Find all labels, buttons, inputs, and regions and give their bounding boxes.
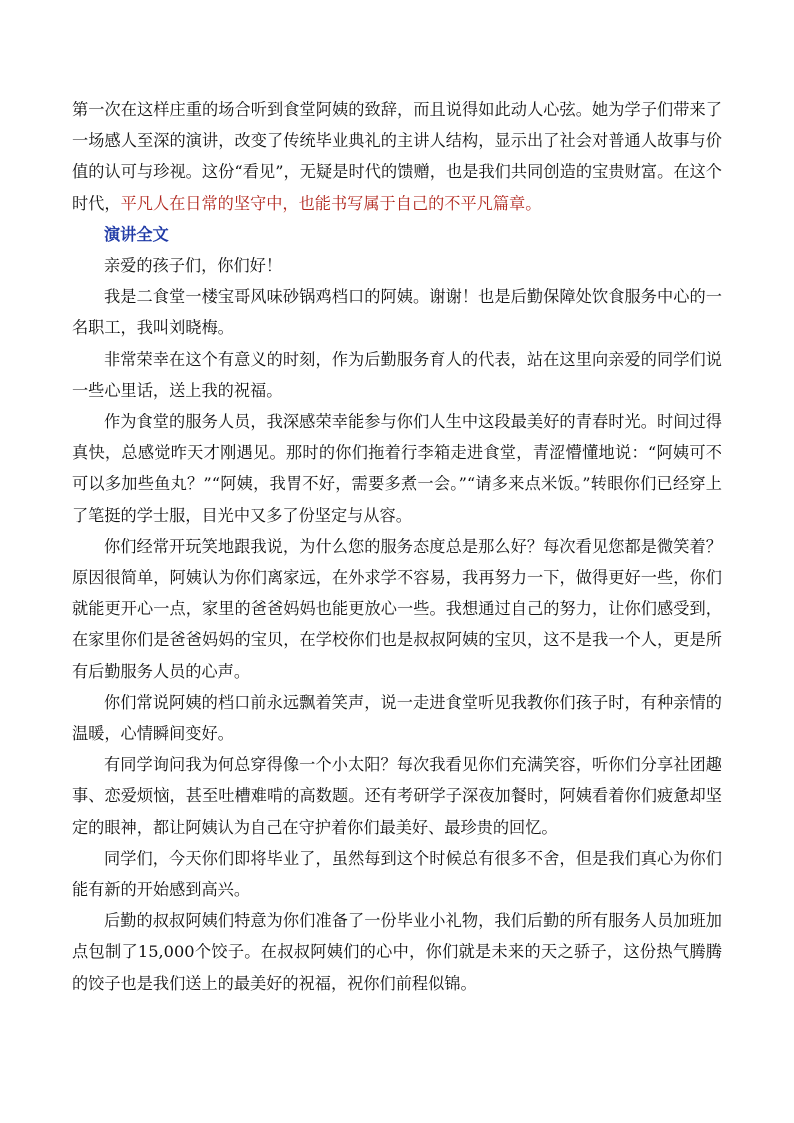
speech-paragraph-sunshine: 有同学询问我为何总穿得像一个小太阳？每次我看见你们充满笑容，听你们分享社团趣事、恋爱烦恼，甚至吐槽难啃的高数题。还有考研学子深夜加餐时，阿姨看着你们疲惫却坚定的眼神，都让阿姨认为自己在守护着你们最美好、最珍贵的回忆。 (72, 755, 722, 837)
intro-text: 第一次在这样庄重的场合听到食堂阿姨的致辞，而且说得如此动人心弦。她为学子们带来了一场感人至深的演讲，改变了传统毕业典礼的主讲人结构，显示出了社会对普通人故事与价值的认可与珍视。这份“看见”，无疑是时代的馈赠，也是我们共同创造的宝贵财富。在这个时代， (72, 100, 722, 213)
speech-paragraph-introduction: 我是二食堂一楼宝哥风味砂锅鸡档口的阿姨。谢谢！也是后勤保障处饮食服务中心的一名职工，我叫刘晓梅。 (72, 287, 722, 338)
speech-paragraph-graduation: 同学们，今天你们即将毕业了，虽然每到这个时候总有很多不舍，但是我们真心为你们能有新的开始感到高兴。 (72, 848, 722, 900)
speech-heading: 演讲全文 (104, 224, 169, 244)
speech-paragraph-honor: 非常荣幸在这个有意义的时刻，作为后勤服务育人的代表，站在这里向亲爱的同学们说一些心里话，送上我的祝福。 (72, 349, 722, 400)
intro-highlight-text: 平凡人在日常的坚守中，也能书写属于自己的不平凡篇章。 (120, 193, 542, 213)
document-page (72, 94, 722, 999)
speech-paragraph-dumplings: 后勤的叔叔阿姨们特意为你们准备了一份毕业小礼物，我们后勤的所有服务人员加班加点包制了15,000个饺子。在叔叔阿姨们的心中，你们就是未来的天之骄子，这份热气腾腾的饺子也是我们送上的最美好的祝福，祝你们前程似锦。 (72, 911, 722, 993)
speech-paragraph-service-attitude: 你们经常开玩笑地跟我说，为什么您的服务态度总是那么好？每次看见您都是微笑着？原因很简单，阿姨认为你们离家远，在外求学不容易，我再努力一下，做得更好一些，你们就能更开心一点，家里的爸爸妈妈也能更放心一些。我想通过自己的努力，让你们感受到，在家里你们是爸爸妈妈的宝贝，在学校你们也是叔叔阿姨的宝贝，这不是我一个人，更是所有后勤服务人员的心声。 (72, 536, 722, 681)
speech-paragraph-greeting: 亲爱的孩子们，你们好！ (104, 256, 283, 276)
speech-paragraph-laughter: 你们常说阿姨的档口前永远飘着笑声，说一走进食堂听见我教你们孩子时，有种亲情的温暖，心情瞬间变好。 (72, 692, 722, 744)
speech-paragraph-memories: 作为食堂的服务人员，我深感荣幸能参与你们人生中这段最美好的青春时光。时间过得真快，总感觉昨天才刚遇见。那时的你们拖着行李箱走进食堂，青涩懵懂地说：“阿姨可不可以多加些鱼丸？”“阿姨，我胃不好，需要多煮一会。”“请多来点米饭。”转眼你们已经穿上了笔挺的学士服，目光中又多了份坚定与从容。 (72, 412, 722, 525)
intro-paragraph (72, 94, 722, 219)
